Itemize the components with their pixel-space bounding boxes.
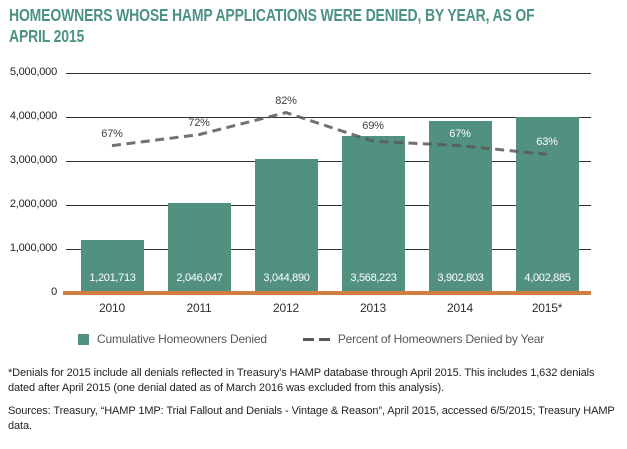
legend-line-label: Percent of Homeowners Denied by Year — [337, 332, 545, 346]
bar-value-label: 3,044,890 — [263, 272, 310, 284]
x-axis-baseline — [63, 291, 591, 295]
x-axis-tick-label: 2011 — [186, 301, 212, 315]
bar — [81, 240, 144, 293]
percent-label: 82% — [275, 94, 297, 107]
bar — [255, 159, 318, 293]
x-axis-tick-label: 2012 — [273, 301, 299, 315]
gridline — [66, 73, 591, 74]
bar-value-label: 1,201,713 — [89, 272, 136, 284]
percent-label: 69% — [362, 120, 384, 133]
bar — [429, 121, 492, 293]
percent-label: 63% — [536, 136, 558, 149]
bar-value-label: 4,002,885 — [524, 272, 571, 284]
percent-label: 67% — [449, 127, 471, 140]
footnote-denials-note: *Denials for 2015 include all denials reflected in Treasury’s HAMP database through April 2015. This includes 1,632 denials dated after April 2015 (one denial dated as of March 2016 was excluded from this analysis). — [8, 367, 595, 394]
page-title-line2: APRIL 2015 — [9, 26, 85, 46]
y-axis-tick-label: 4,000,000 — [9, 110, 57, 122]
page-title-line1: HOMEOWNERS WHOSE HAMP APPLICATIONS WERE DENIED, BY YEAR, AS OF — [9, 5, 535, 25]
percent-label: 67% — [101, 127, 123, 140]
y-axis-tick-label: 1,000,000 — [9, 242, 57, 254]
y-axis-tick-label: 5,000,000 — [9, 66, 57, 78]
y-axis-tick-label: 3,000,000 — [9, 154, 57, 166]
bar-value-label: 3,568,223 — [350, 272, 397, 284]
legend — [78, 332, 544, 346]
x-axis-tick-label: 2014 — [447, 301, 473, 315]
gridline — [66, 161, 591, 162]
legend-dashed-line-icon — [303, 338, 330, 341]
y-axis-tick-label: 2,000,000 — [9, 198, 57, 210]
x-axis-tick-label: 2010 — [99, 301, 125, 315]
legend-bar-label: Cumulative Homeowners Denied — [97, 332, 267, 346]
x-axis-tick-label: 2013 — [360, 301, 386, 315]
bar-value-label: 3,902,803 — [437, 272, 484, 284]
bar — [342, 136, 405, 293]
bar-value-label: 2,046,047 — [176, 272, 223, 284]
percent-label: 72% — [188, 116, 210, 129]
gridline — [66, 249, 591, 250]
footnote-sources: Sources: Treasury, “HAMP 1MP: Trial Fallout and Denials - Vintage & Reason”, April 2015, accessed 6/5/2015; Treasury HAMP data. — [8, 405, 615, 432]
y-axis-tick-label: 0 — [51, 286, 57, 298]
x-axis-tick-label: 2015* — [531, 301, 563, 315]
gridline — [66, 117, 591, 118]
bar — [168, 203, 231, 293]
gridline — [66, 205, 591, 206]
legend-bar-swatch-icon — [78, 334, 89, 345]
